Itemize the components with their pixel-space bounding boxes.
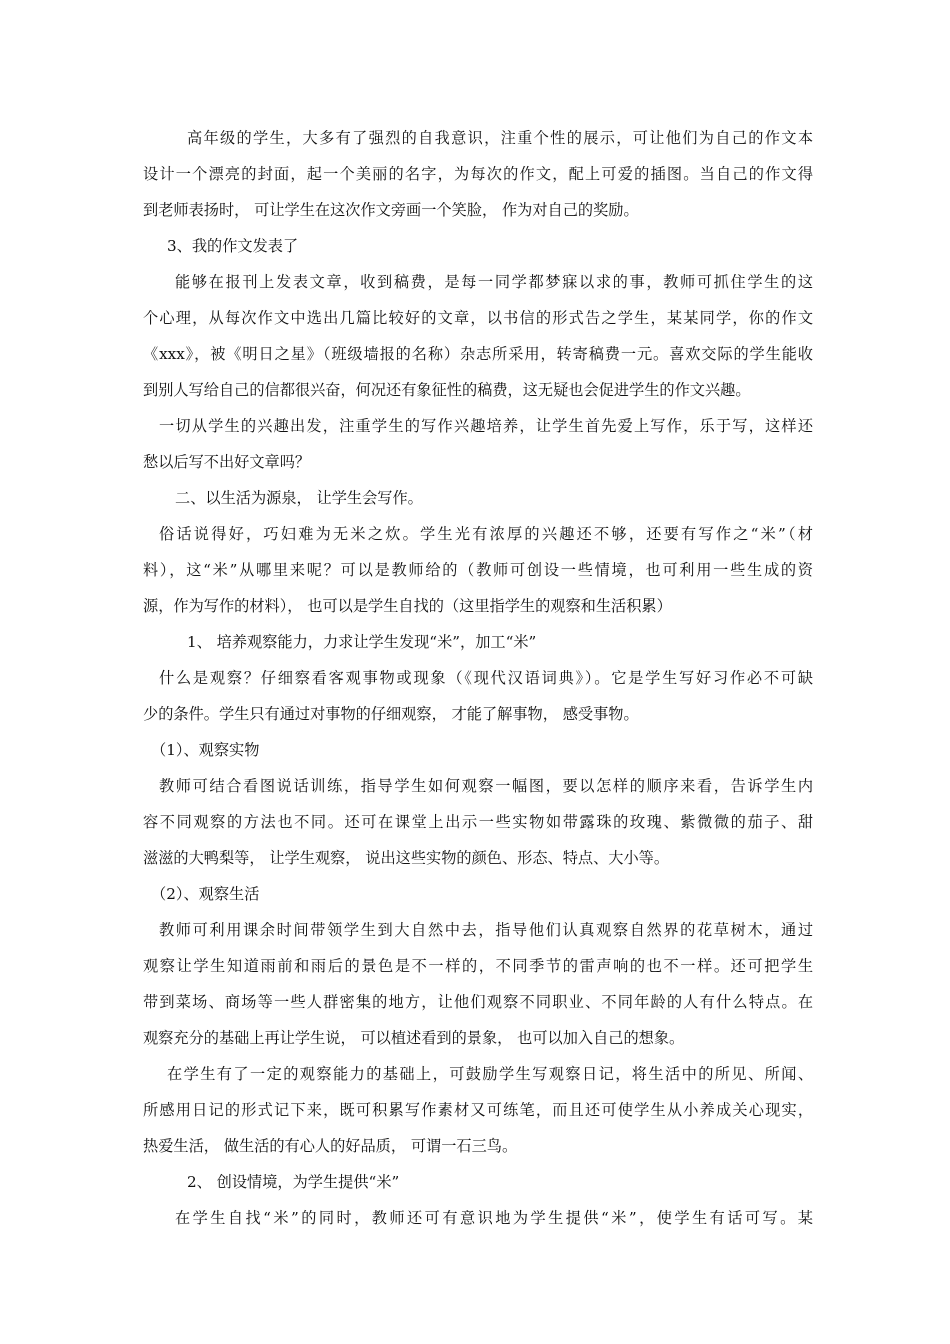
text-line: 什么是观察？仔细察看客观事物或现象（《现代汉语词典》）。它是学生写好习作必不可缺 — [159, 669, 813, 687]
text-line: 在学生有了一定的观察能力的基础上，可鼓励学生写观察日记，将生活中的所见、所闻、 — [167, 1065, 813, 1083]
text-line: 到别人写给自己的信都很兴奋，何况还有象征性的稿费，这无疑也会促进学生的作文兴趣。 — [143, 381, 751, 399]
text-line: 教师可利用课余时间带领学生到大自然中去，指导他们认真观察自然界的花草树木，通过 — [159, 921, 813, 939]
text-line: 一切从学生的兴趣出发，注重学生的写作兴趣培养，让学生首先爱上写作，乐于写，这样还 — [159, 417, 813, 435]
text-line: （1）、观察实物 — [151, 741, 260, 759]
text-line: 容不同观察的方法也不同。还可在课堂上出示一些实物如带露珠的玫瑰、紫微微的茄子、甜 — [143, 813, 813, 831]
text-line: 热爱生活， 做生活的有心人的好品质， 可谓一石三鸟。 — [143, 1137, 518, 1155]
text-line: 个心理，从每次作文中选出几篇比较好的文章，以书信的形式告之学生，某某同学，你的作文 — [143, 309, 813, 327]
text-line: 观察让学生知道雨前和雨后的景色是不一样的，不同季节的雷声响的也不一样。还可把学生 — [143, 957, 813, 975]
text-line: 能够在报刊上发表文章，收到稿费，是每一同学都梦寐以求的事，教师可抓住学生的这 — [175, 273, 813, 291]
text-line: 少的条件。学生只有通过对事物的仔细观察， 才能了解事物， 感受事物。 — [143, 705, 639, 723]
text-line: 所感用日记的形式记下来，既可积累写作素材又可练笔，而且还可使学生从小养成关心现实， — [143, 1101, 813, 1119]
text-line: 源，作为写作的材料）， 也可以是学生自找的（这里指学生的观察和生活积累） — [143, 597, 672, 615]
text-line: （2）、观察生活 — [151, 885, 260, 903]
text-line: 教师可结合看图说话训练，指导学生如何观察一幅图，要以怎样的顺序来看，告诉学生内 — [159, 777, 813, 795]
text-line: 到老师表扬时， 可让学生在这次作文旁画一个笑脸， 作为对自己的奖励。 — [143, 201, 639, 219]
text-line: 带到菜场、商场等一些人群密集的地方，让他们观察不同职业、不同年龄的人有什么特点。在 — [143, 993, 813, 1011]
text-line: 在学生自找“米”的同时，教师还可有意识地为学生提供“米”，使学生有话可写。某 — [175, 1209, 813, 1227]
text-line: 滋滋的大鸭梨等， 让学生观察， 说出这些实物的颜色、形态、特点、大小等。 — [143, 849, 670, 867]
text-line: 俗话说得好，巧妇难为无米之炊。学生光有浓厚的兴趣还不够，还要有写作之“米”（材 — [159, 525, 813, 543]
text-line: 料），这“米”从哪里来呢？可以是教师给的（教师可创设一些情境，也可利用一些生成的资 — [143, 561, 813, 579]
text-line: 观察充分的基础上再让学生说， 可以植述看到的景象， 也可以加入自己的想象。 — [143, 1029, 685, 1047]
text-line: 《xxx》，被《明日之星》（班级墙报的名称）杂志所采用，转寄稿费一元。喜欢交际的学生能收 — [143, 345, 813, 363]
text-line: 3、我的作文发表了 — [167, 237, 299, 255]
document-body — [143, 120, 813, 1236]
text-line: 愁以后写不出好文章吗？ — [143, 453, 311, 471]
text-line: 1、 培养观察能力，力求让学生发现“米”，加工“米” — [187, 633, 537, 651]
text-line: 2、 创设情境，为学生提供“米” — [187, 1173, 400, 1191]
text-line: 设计一个漂亮的封面，起一个美丽的名字，为每次的作文，配上可爱的插图。当自己的作文得 — [143, 165, 813, 183]
text-line: 高年级的学生，大多有了强烈的自我意识，注重个性的展示，可让他们为自己的作文本 — [187, 129, 813, 147]
text-line: 二、以生活为源泉， 让学生会写作。 — [175, 489, 423, 507]
